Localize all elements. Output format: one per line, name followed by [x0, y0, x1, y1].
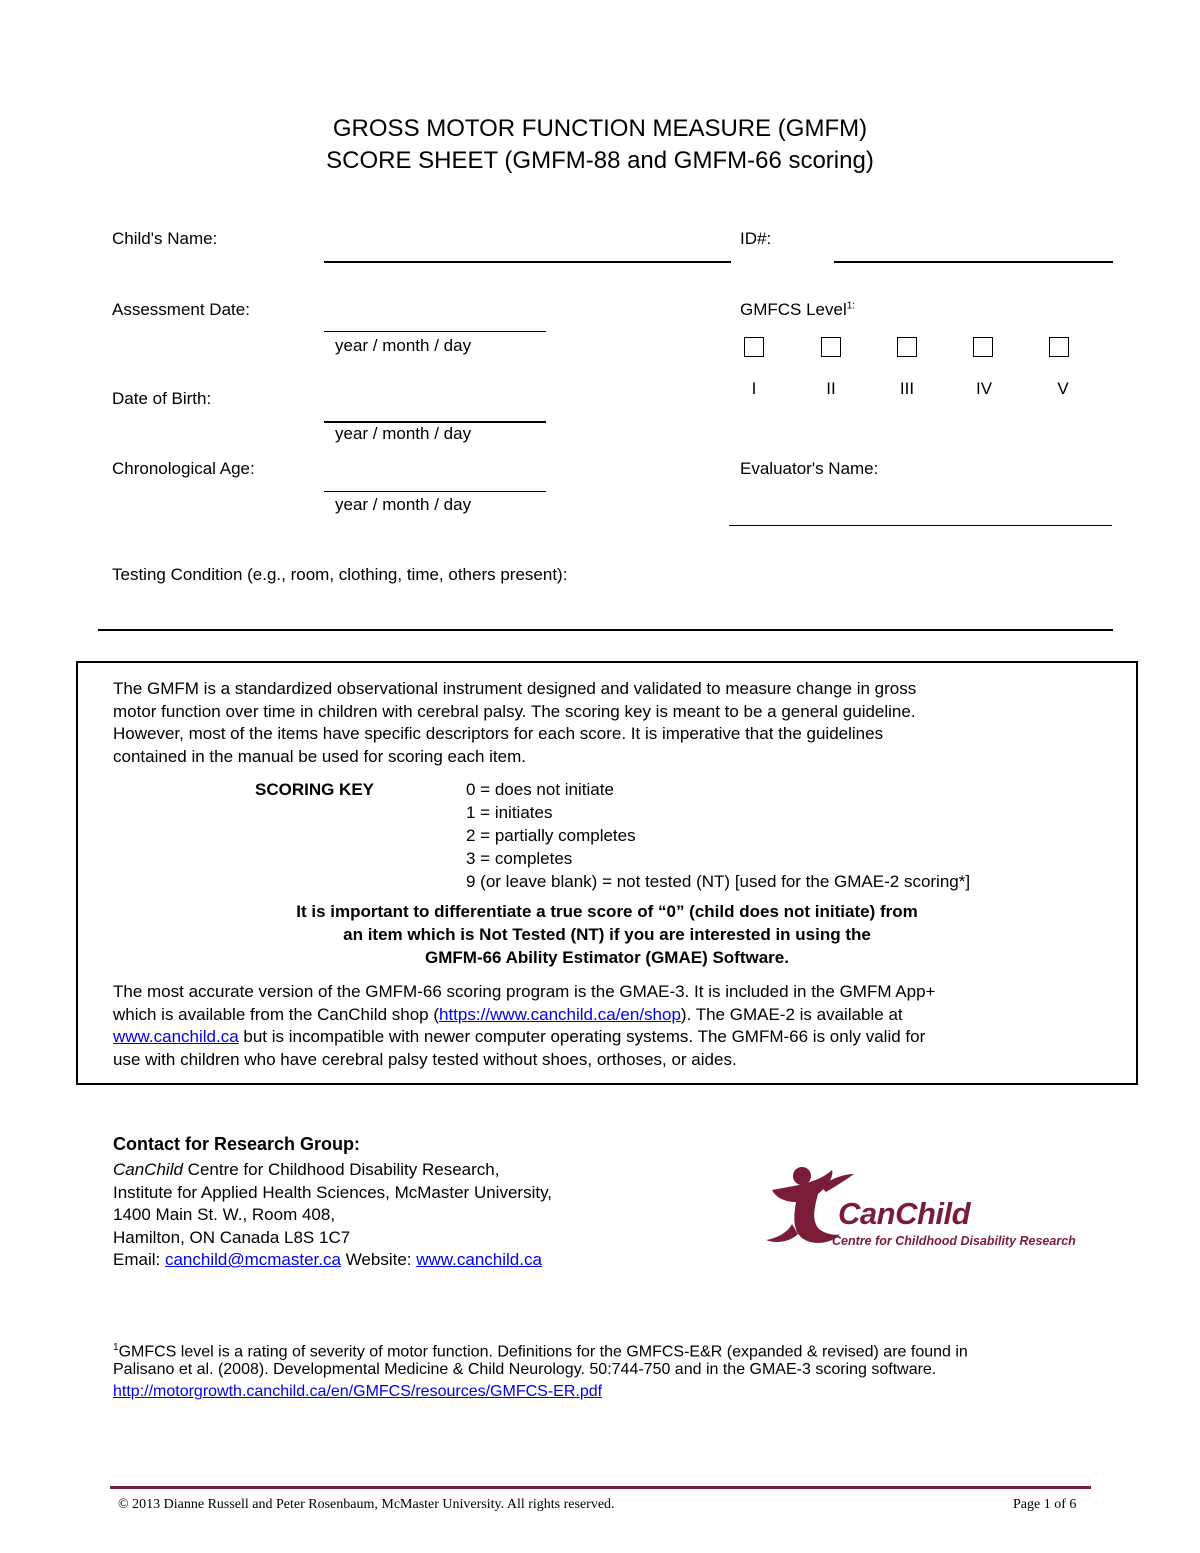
- date-of-birth-field[interactable]: [324, 421, 546, 423]
- footer-rule: [110, 1486, 1091, 1489]
- title-line-1: GROSS MOTOR FUNCTION MEASURE (GMFM): [332, 115, 868, 142]
- accurate-line-2: which is available from the CanChild shop (https://www.canchild.ca/en/shop). The GMAE-2 is available at: [113, 1004, 903, 1024]
- accurate-line-1: The most accurate version of the GMFM-66 scoring program is the GMAE-3. It is included in the GMFM App+: [113, 982, 936, 1001]
- footer-copyright: © 2013 Dianne Russell and Peter Rosenbaum, McMaster University. All rights reserved.: [118, 1497, 615, 1512]
- gmfcs-level-v: V: [1057, 379, 1069, 398]
- chronological-age-field[interactable]: [324, 491, 546, 492]
- gmfcs-checkbox-iv[interactable]: [973, 337, 993, 357]
- contact-email-line: Email: canchild@mcmaster.ca Website: www.canchild.ca: [113, 1250, 542, 1269]
- assessment-date-label: Assessment Date:: [112, 300, 250, 319]
- footnote-line-2: Palisano et al. (2008). Developmental Medicine & Child Neurology. 50:744-750 and in the GMAE-3 scoring software.: [113, 1361, 937, 1378]
- evaluator-label: Evaluator's Name:: [740, 459, 879, 478]
- accurate-line-4: use with children who have cerebral palsy tested without shoes, orthoses, or aides.: [113, 1049, 737, 1069]
- canchild-link[interactable]: www.canchild.ca: [113, 1027, 239, 1046]
- logo-tagline: Centre for Childhood Disability Research: [832, 1234, 1076, 1248]
- scoring-key-label: SCORING KEY: [255, 780, 375, 799]
- scoring-key-0: 0 = does not initiate: [466, 780, 614, 799]
- testing-condition-label: Testing Condition (e.g., room, clothing, time, others present):: [112, 565, 568, 584]
- gmfcs-level-i: I: [751, 379, 757, 398]
- important-line-2: an item which is Not Tested (NT) if you are interested in using the: [343, 925, 871, 944]
- id-label: ID#:: [740, 229, 772, 248]
- scoring-key-3: 3 = completes: [466, 849, 573, 868]
- accurate-line-3: www.canchild.ca but is incompatible with newer computer operating systems. The GMFM-66 is only valid for: [113, 1027, 926, 1046]
- gmfcs-checkbox-iii[interactable]: [897, 337, 917, 357]
- evaluator-field[interactable]: [729, 525, 1112, 526]
- website-link[interactable]: www.canchild.ca: [416, 1250, 542, 1269]
- intro-line-3: However, most of the items have specific descriptors for each score. It is imperative that the guidelines: [113, 724, 884, 743]
- logo-name: CanChild: [838, 1196, 971, 1231]
- contact-address-2: Hamilton, ON Canada L8S 1C7: [113, 1227, 351, 1247]
- assessment-date-hint: year / month / day: [335, 336, 472, 355]
- canchild-logo: [762, 1164, 1092, 1259]
- scoring-key-2: 2 = partially completes: [466, 826, 636, 845]
- email-link[interactable]: canchild@mcmaster.ca: [164, 1250, 341, 1269]
- gmfcs-checkbox-v[interactable]: [1049, 337, 1069, 357]
- contact-org: CanChild Centre for Childhood Disability Research,: [113, 1160, 500, 1179]
- shop-link[interactable]: https://www.canchild.ca/en/shop: [439, 1004, 681, 1024]
- footnote-line-3: [113, 1381, 602, 1403]
- assessment-date-field[interactable]: [324, 331, 546, 332]
- scoring-key-1: 1 = initiates: [466, 803, 553, 822]
- title-line-2: SCORE SHEET (GMFM-88 and GMFM-66 scoring): [326, 147, 874, 174]
- gmfcs-level-iii: III: [899, 379, 915, 398]
- intro-line-2: motor function over time in children with cerebral palsy. The scoring key is meant to be a general guideline.: [113, 701, 916, 721]
- footer-page-number: Page 1 of 6: [1013, 1497, 1077, 1512]
- contact-institute: Institute for Applied Health Sciences, McMaster University,: [113, 1182, 553, 1202]
- intro-line-4: contained in the manual be used for scoring each item.: [113, 746, 526, 766]
- gmfcs-level-iv: IV: [975, 379, 993, 398]
- scoring-key-9: 9 (or leave blank) = not tested (NT) [used for the GMAE-2 scoring*]: [466, 872, 971, 891]
- chronological-age-label: Chronological Age:: [112, 459, 255, 478]
- important-line-1: It is important to differentiate a true score of “0” (child does not initiate) from: [296, 902, 918, 921]
- intro-line-1: The GMFM is a standardized observational instrument designed and validated to measure change in gross: [113, 679, 917, 698]
- gmfcs-pdf-link[interactable]: http://motorgrowth.canchild.ca/en/GMFCS/resources/GMFCS-ER.pdf: [113, 1383, 603, 1400]
- childs-name-label: Child's Name:: [112, 229, 218, 248]
- date-of-birth-label: Date of Birth:: [112, 389, 212, 408]
- gmfcs-checkbox-i[interactable]: [744, 337, 764, 357]
- id-field[interactable]: [834, 261, 1113, 263]
- childs-name-field[interactable]: [324, 261, 731, 263]
- chronological-age-hint: year / month / day: [335, 495, 472, 514]
- gmfcs-level-ii: II: [826, 379, 836, 398]
- gmfcs-label: GMFCS Level$^{1:}$: [740, 300, 856, 319]
- gmfcs-checkbox-ii[interactable]: [821, 337, 841, 357]
- contact-heading: Contact for Research Group:: [113, 1134, 361, 1154]
- important-line-3: GMFM-66 Ability Estimator (GMAE) Software.: [425, 948, 789, 967]
- testing-condition-field[interactable]: [98, 629, 1113, 631]
- contact-address-1: 1400 Main St. W., Room 408,: [113, 1205, 336, 1224]
- date-of-birth-hint: year / month / day: [335, 424, 472, 443]
- footnote-line-1: $^1$GMFCS level is a rating of severity of motor function. Definitions for the GMFCS-E&R (expanded & revised) are found in: [113, 1342, 968, 1361]
